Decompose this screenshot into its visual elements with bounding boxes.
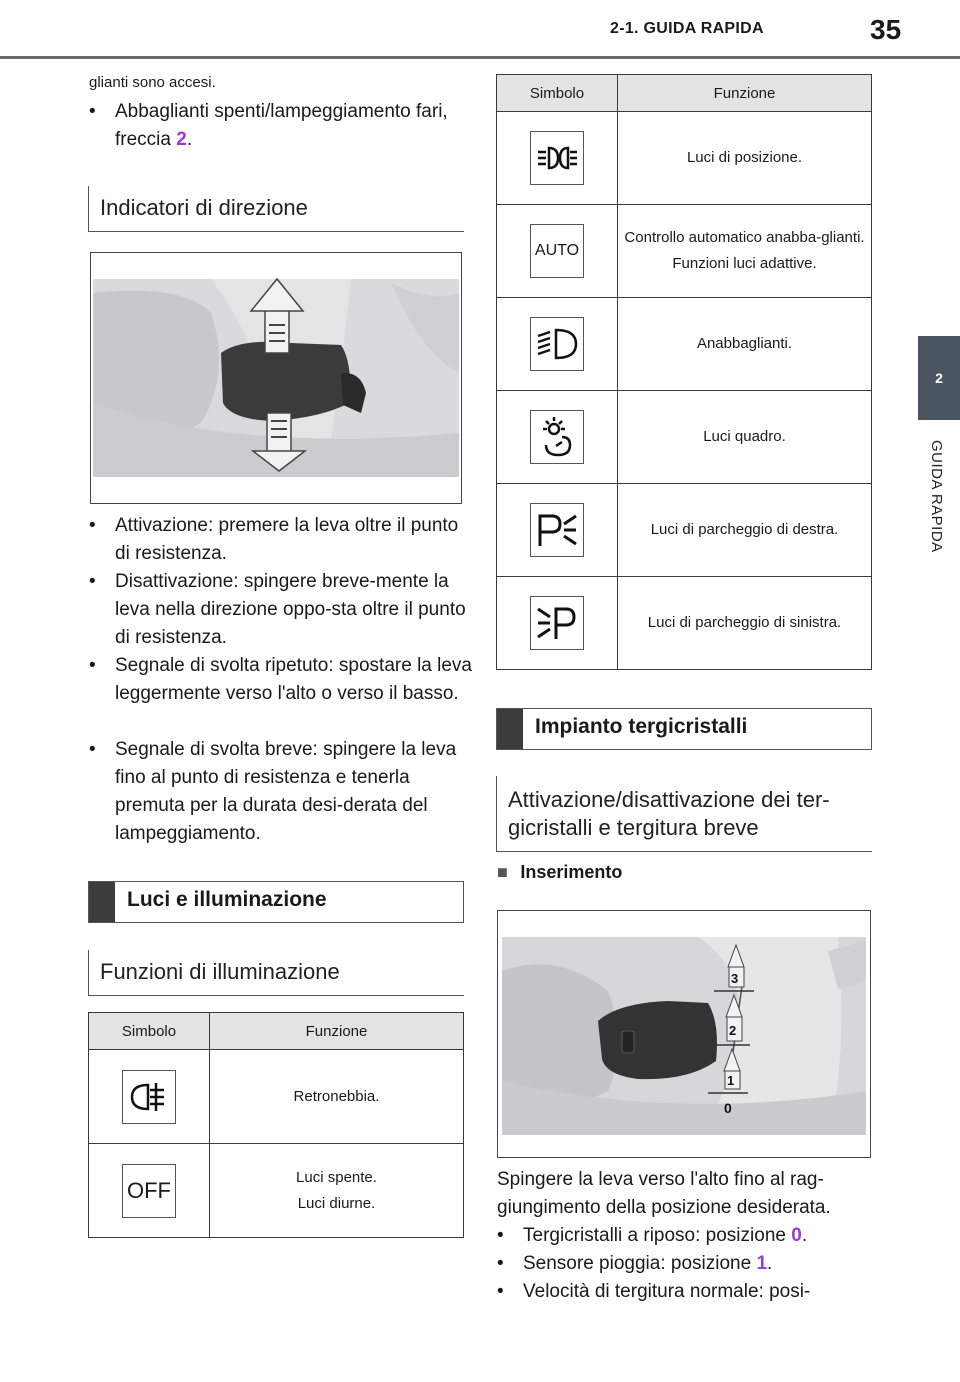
fog-light-icon xyxy=(122,1070,176,1124)
chapter-label: GUIDA RAPIDA xyxy=(928,440,945,553)
wiper-body-text: Spingere la leva verso l'alto fino al rag-giungimento della posizione desiderata. xyxy=(497,1169,831,1218)
col-symbol: Simbolo xyxy=(89,1013,210,1050)
section-title: 2-1. GUIDA RAPIDA xyxy=(610,20,764,37)
parking-right-icon xyxy=(530,503,584,557)
section-wipers: Impianto tergicristalli xyxy=(496,708,872,750)
bullet-short: • Segnale di svolta breve: spingere la leva fino al punto di resistenza e tenerla premuta per la durata desi-derata del lampeggiamento. xyxy=(89,739,457,844)
intro-line: glianti sono accesi. xyxy=(89,74,216,91)
wiper-label-1: 1 xyxy=(727,1073,735,1088)
bullet-rain-sensor: • Sensore pioggia: posizione 1. xyxy=(497,1253,773,1274)
table-row: Anabbaglianti. xyxy=(497,298,872,391)
page-number: 35 xyxy=(870,14,902,45)
table-row: OFF Luci spente. Luci diurne. xyxy=(89,1144,464,1238)
wiper-figure xyxy=(497,910,871,1158)
table-row: Luci di posizione. xyxy=(497,112,872,205)
table-row: Luci di parcheggio di destra. xyxy=(497,484,872,577)
turn-signal-figure xyxy=(90,252,462,504)
lights-table-left xyxy=(88,1012,464,1238)
bullet-activation: • Attivazione: premere la leva oltre il punto di resistenza. xyxy=(89,515,459,564)
low-beam-icon xyxy=(530,317,584,371)
bullet-normal-speed: • Velocità di tergitura normale: posi- xyxy=(497,1281,811,1302)
off-symbol: OFF xyxy=(122,1164,176,1218)
intro-bullet: • Abbaglianti spenti/lampeggiamento fari, freccia 2. xyxy=(89,101,448,150)
col-symbol: Simbolo xyxy=(497,75,618,112)
table-row: Luci di parcheggio di sinistra. xyxy=(497,577,872,670)
col-function: Funzione xyxy=(210,1013,464,1050)
col-function: Funzione xyxy=(618,75,872,112)
bullet-repeat: • Segnale di svolta ripetuto: spostare la leva leggermente verso l'alto o verso il basso. xyxy=(89,655,472,704)
header-rule xyxy=(0,56,960,59)
bullet-deactivation: • Disattivazione: spingere breve-mente la leva nella direzione oppo-sta oltre il punto di resistenza. xyxy=(89,571,466,648)
section-lights: Luci e illuminazione xyxy=(88,881,464,923)
table-row: AUTO Controllo automatico anabba-glianti. Funzioni luci adattive. xyxy=(497,205,872,298)
position-lights-icon xyxy=(530,131,584,185)
wiper-label-0: 0 xyxy=(724,1100,732,1116)
bullet-rest: • Tergicristalli a riposo: posizione 0. xyxy=(497,1225,808,1246)
marker-heading: ■ Inserimento xyxy=(497,862,623,882)
subhead-functions: Funzioni di illuminazione xyxy=(100,959,340,984)
subhead-wipers: Attivazione/disattivazione dei ter-gicristalli e tergitura breve xyxy=(508,787,830,840)
subhead-indicators: Indicatori di direzione xyxy=(100,195,308,220)
wiper-label-2: 2 xyxy=(729,1023,737,1038)
table-row: Luci quadro. xyxy=(497,391,872,484)
lights-table-right xyxy=(496,74,872,670)
wiper-label-3: 3 xyxy=(731,971,739,986)
chapter-tab: 2 xyxy=(918,336,960,420)
parking-left-icon xyxy=(530,596,584,650)
table-row: Retronebbia. xyxy=(89,1050,464,1144)
auto-symbol: AUTO xyxy=(530,224,584,278)
instrument-lighting-icon xyxy=(530,410,584,464)
